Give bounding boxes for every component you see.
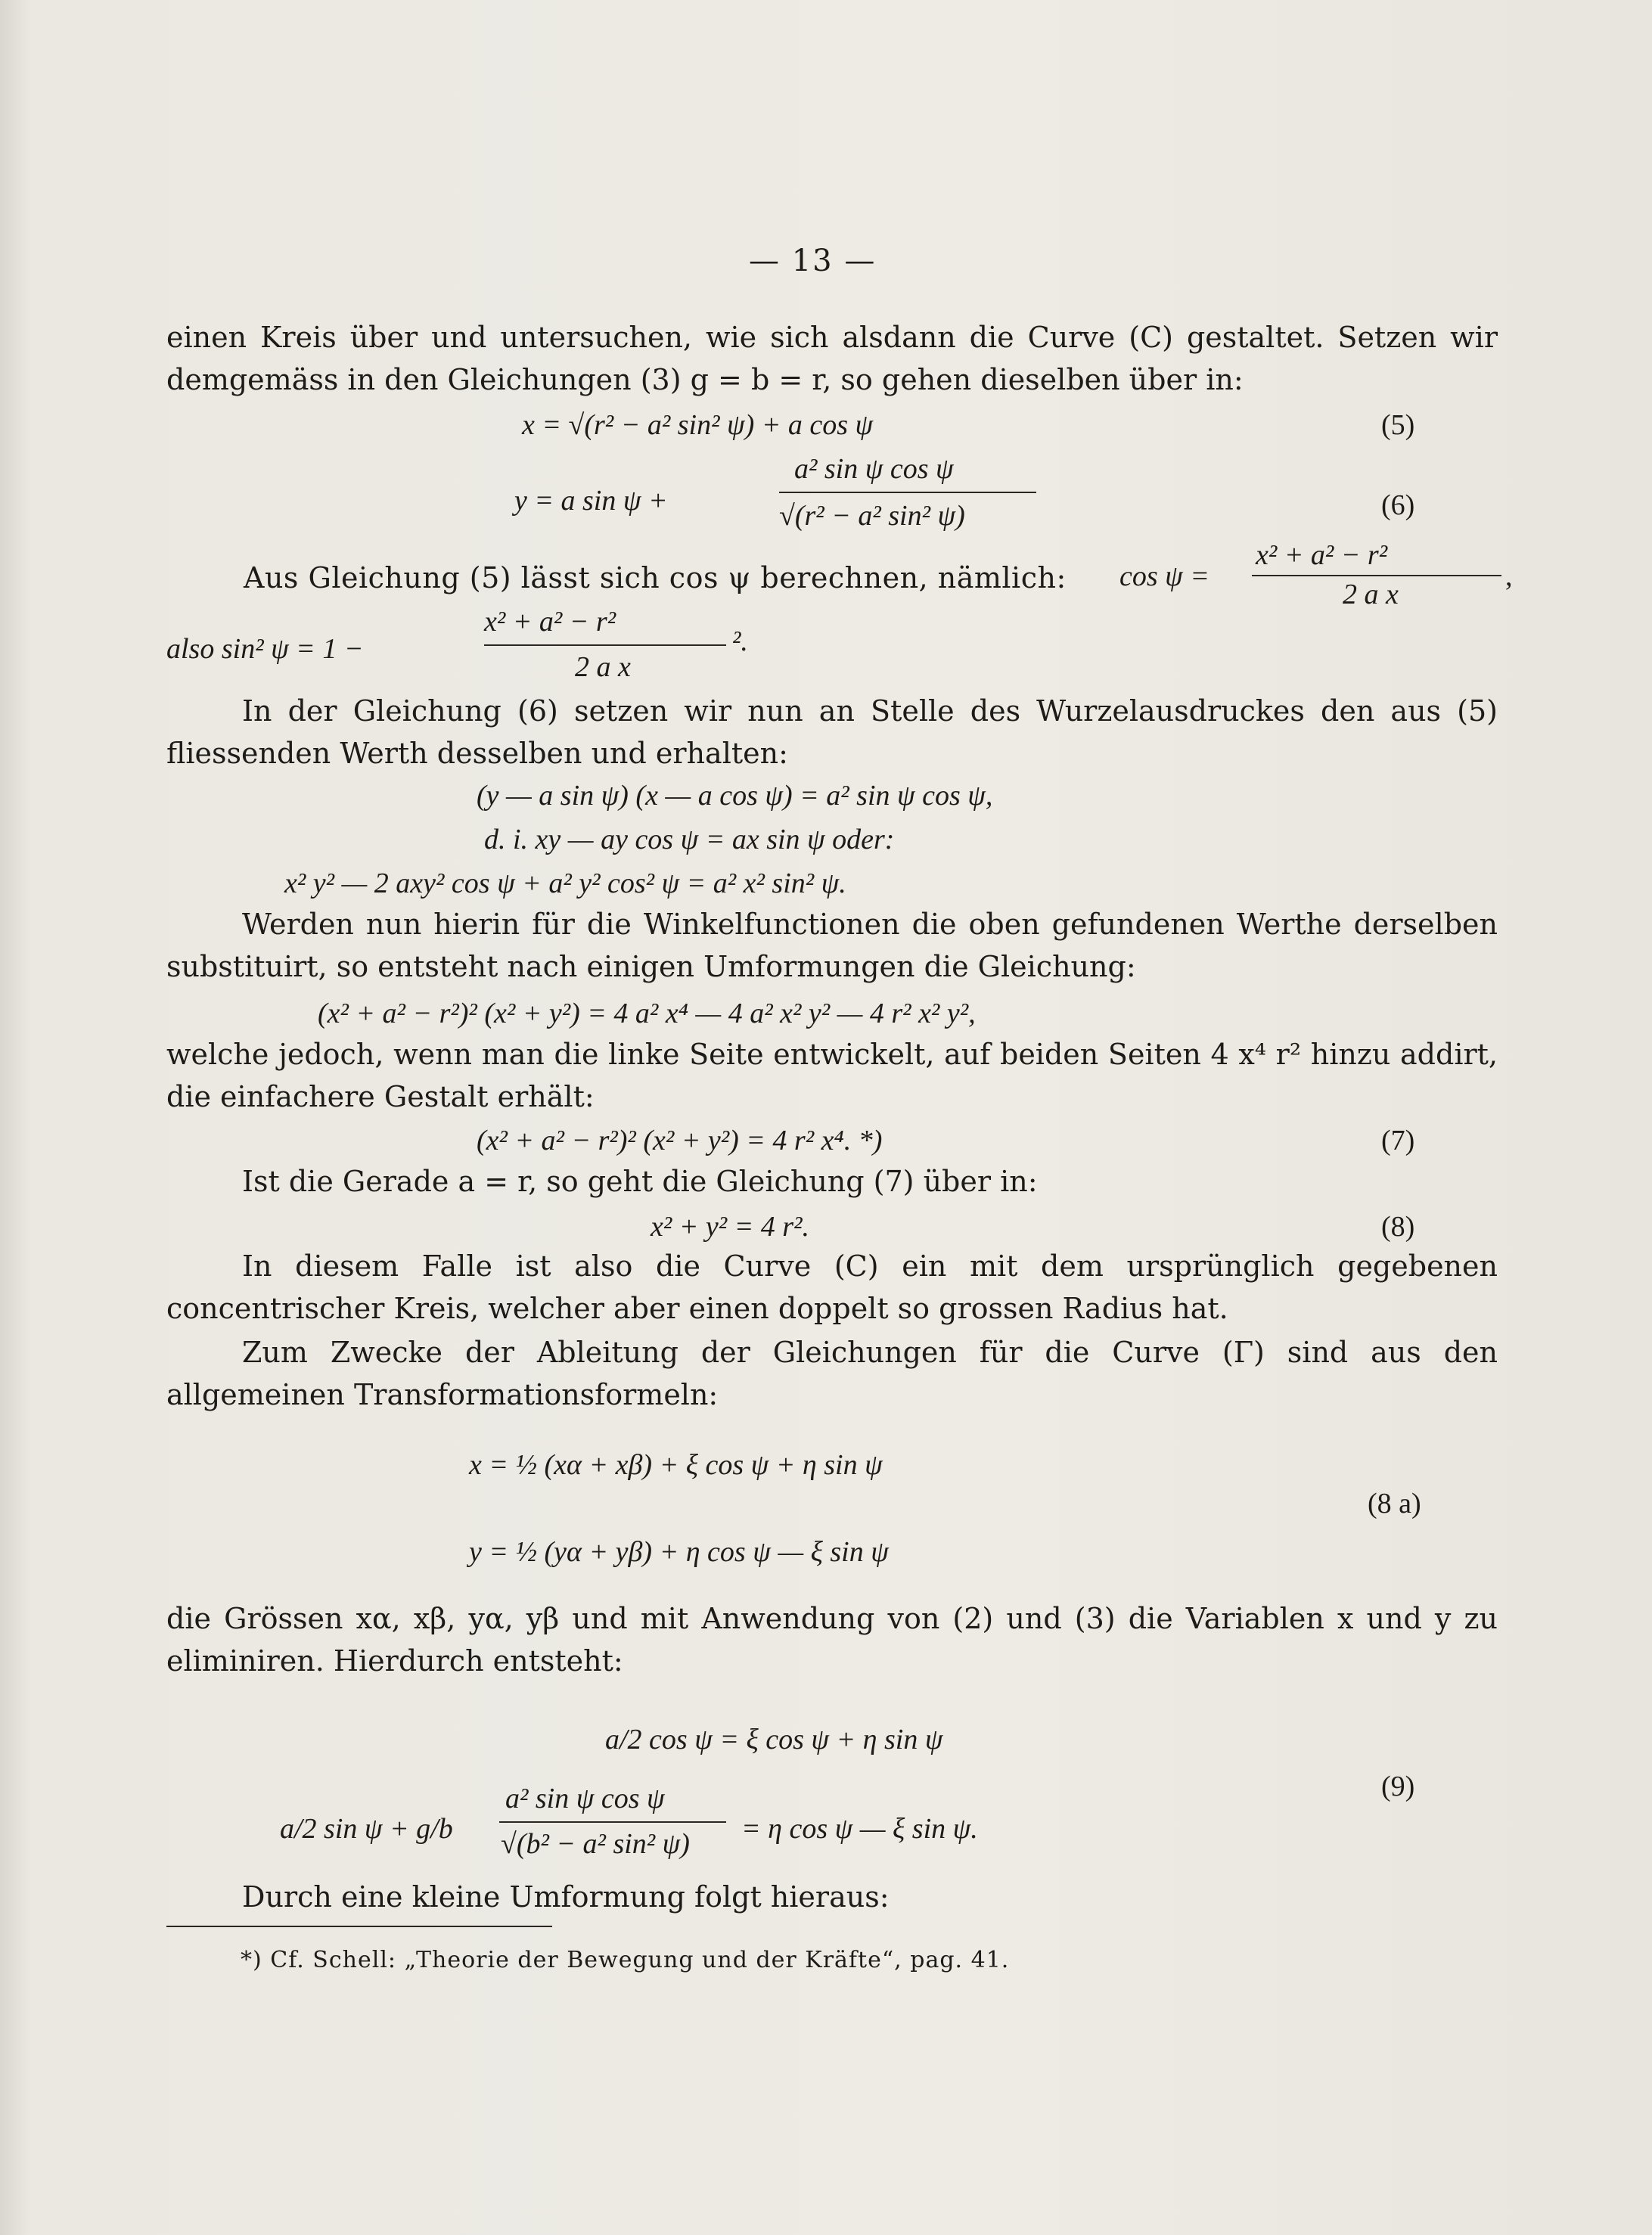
equation-9-line-1: a/2 cos ψ = ξ cos ψ + η sin ψ: [605, 1724, 943, 1755]
equation-7: (x² + a² − r²)² (x² + y²) = 4 r² x⁴. *): [477, 1125, 883, 1156]
equation-6-lhs: y = a sin ψ +: [514, 485, 668, 517]
equation-8a-line-1: x = ½ (xα + xβ) + ξ cos ψ + η sin ψ: [469, 1449, 883, 1481]
equation-8a-line-2: y = ½ (yα + yβ) + η cos ψ — ξ sin ψ: [469, 1536, 889, 1568]
footnote-rule: [166, 1926, 552, 1927]
cos-psi-numerator: x² + a² − r²: [1256, 539, 1388, 571]
paragraph-8: die Grössen xα, xβ, yα, yβ und mit Anwendung von (2) und (3) die Variablen x und y zu eliminiren. Hierdurch entsteht:: [166, 1602, 1498, 1678]
paragraph-4: welche jedoch, wenn man die linke Seite entwickelt, auf beiden Seiten 4 x⁴ r² hinzu addirt, die einfachere Gestalt erhält:: [166, 1038, 1498, 1113]
paragraph-3: Werden nun hierin für die Winkelfunctionen die oben gefundenen Werthe derselben substituirt, so entsteht nach einigen Umformungen die Gleichung:: [166, 908, 1498, 983]
paragraph-6: In diesem Falle ist also die Curve (C) ein mit dem ursprünglich gegebenen concentrischer Kreis, welcher aber einen doppelt so grossen Radius hat.: [166, 1249, 1498, 1325]
paragraph-9: Durch eine kleine Umformung folgt hieraus:: [242, 1880, 890, 1914]
paragraph-7: Zum Zwecke der Ableitung der Gleichungen für die Curve (Γ) sind aus den allgemeinen Transformationsformeln:: [166, 1336, 1498, 1411]
equation-b: d. i. xy — ay cos ψ = ax sin ψ oder:: [484, 824, 895, 855]
equation-6-denominator: √(r² − a² sin² ψ): [779, 500, 965, 532]
equation-6-fraction-bar: [779, 492, 1036, 493]
also-rhs: ².: [732, 625, 748, 657]
equation-5: x = √(r² − a² sin² ψ) + a cos ψ: [522, 409, 874, 441]
equation-c: x² y² — 2 axy² cos ψ + a² y² cos² ψ = a² x² sin² ψ.: [284, 868, 846, 899]
equation-8: x² + y² = 4 r².: [651, 1211, 809, 1243]
equation-5-number: (5): [1381, 409, 1415, 441]
paragraph-1: einen Kreis über und untersuchen, wie sich alsdann die Curve (C) gestaltet. Setzen wir demgemäss in den Gleichungen (3) g = b = r, so gehen dieselben über in:: [166, 321, 1498, 396]
equation-6-numerator: a² sin ψ cos ψ: [794, 453, 954, 485]
equation-9-number: (9): [1381, 1771, 1415, 1802]
cos-psi-denominator: 2 a x: [1343, 579, 1399, 610]
cos-psi-comma: ,: [1505, 560, 1513, 592]
equation-9-line-2-numerator: a² sin ψ cos ψ: [505, 1783, 665, 1814]
also-fraction-bar: [484, 644, 726, 646]
equation-9-fraction-bar: [499, 1821, 726, 1823]
paragraph-2: In der Gleichung (6) setzen wir nun an Stelle des Wurzelausdruckes den aus (5) fliessenden Werth desselben und erhalten:: [166, 694, 1498, 770]
equation-9-line-2-rhs: = η cos ψ — ξ sin ψ.: [741, 1813, 978, 1845]
equation-9-line-2-denominator: √(b² − a² sin² ψ): [501, 1828, 690, 1860]
footnote: *) Cf. Schell: „Theorie der Bewegung und der Kräfte“, pag. 41.: [241, 1947, 1010, 1973]
cos-psi-fraction-bar: [1252, 575, 1501, 576]
equation-6-number: (6): [1381, 489, 1415, 521]
equation-8-number: (8): [1381, 1211, 1415, 1243]
also-denominator: 2 a x: [575, 651, 631, 683]
equation-d: (x² + a² − r²)² (x² + y²) = 4 a² x⁴ — 4 a² x² y² — 4 r² x² y²,: [318, 998, 976, 1029]
page-number: — 13 —: [749, 244, 877, 278]
equation-a: (y — a sin ψ) (x — a cos ψ) = a² sin ψ cos ψ,: [477, 780, 993, 812]
also-lhs: also sin² ψ = 1 −: [166, 633, 364, 665]
equation-8a-number: (8 a): [1368, 1488, 1421, 1519]
equation-9-line-2-lhs: a/2 sin ψ + g/b: [280, 1813, 453, 1845]
also-numerator: x² + a² − r²: [484, 606, 616, 638]
cos-psi-lhs: cos ψ =: [1119, 560, 1210, 592]
equation-7-number: (7): [1381, 1125, 1415, 1156]
paragraph-5: Ist die Gerade a = r, so geht die Gleichung (7) über in:: [242, 1165, 1038, 1198]
line-aus-gleichung: Aus Gleichung (5) lässt sich cos ψ berechnen, nämlich:: [244, 561, 1067, 594]
